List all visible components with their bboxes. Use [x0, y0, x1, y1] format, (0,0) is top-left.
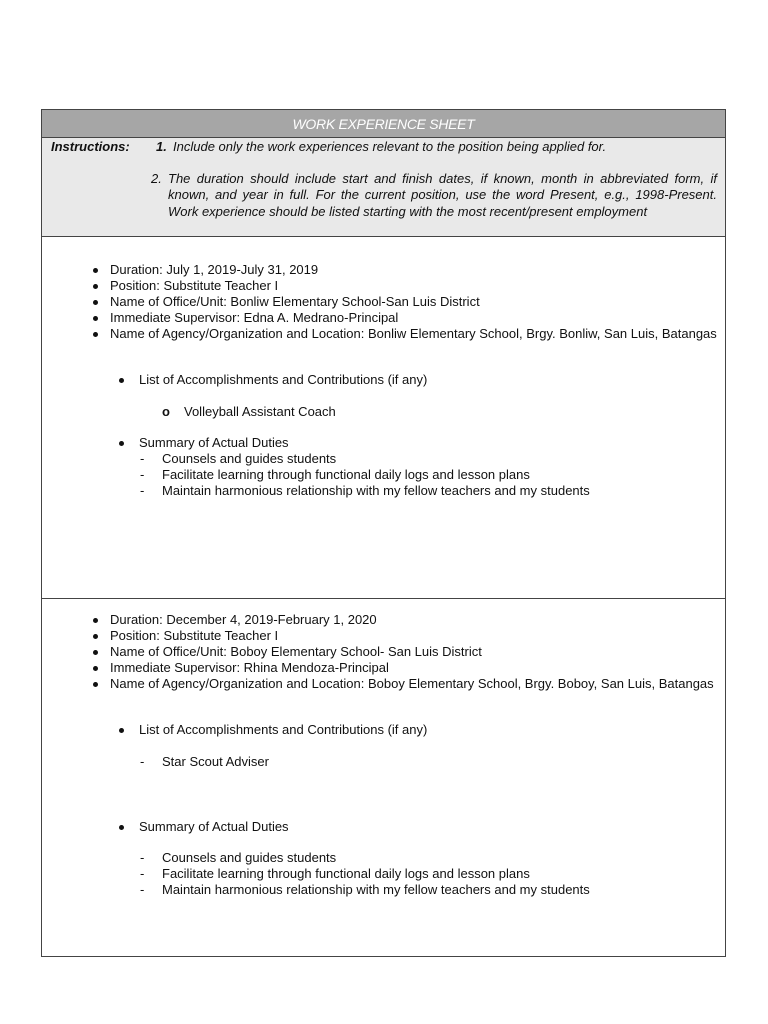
duty-item: - Maintain harmonious relationship with my fellow teachers and my students [139, 882, 590, 898]
accomplishment-text: Volleyball Assistant Coach [184, 404, 336, 419]
instruction-2-number: 2. [151, 171, 162, 186]
entry-details-list [89, 262, 718, 342]
duty-item: - Facilitate learning through functional daily logs and lesson plans [139, 467, 590, 483]
duties-heading: Summary of Actual Duties [117, 819, 289, 835]
work-experience-sheet [41, 109, 726, 957]
duty-item: - Facilitate learning through functional daily logs and lesson plans [139, 866, 590, 882]
duration-item: Duration: July 1, 2019-July 31, 2019 [89, 262, 718, 278]
duty-item: - Counsels and guides students [139, 451, 590, 467]
accomplishments-heading: List of Accomplishments and Contributions (if any) [117, 722, 427, 738]
accomplishments-list [139, 754, 269, 770]
supervisor-item: Immediate Supervisor: Rhina Mendoza-Principal [89, 660, 718, 676]
duty-item: - Counsels and guides students [139, 850, 590, 866]
office-unit-item: Name of Office/Unit: Bonliw Elementary School-San Luis District [89, 294, 718, 310]
instruction-1-number: 1. [156, 139, 167, 154]
entry-details-list [89, 612, 718, 692]
accomplishments-heading: List of Accomplishments and Contributions (if any) [117, 372, 427, 388]
instructions-section [42, 138, 725, 237]
work-entry-1 [42, 237, 725, 599]
agency-location-item: Name of Agency/Organization and Location: Boboy Elementary School, Brgy. Boboy, San Luis, Batangas [89, 676, 718, 692]
duty-item: - Maintain harmonious relationship with my fellow teachers and my students [139, 483, 590, 499]
circle-bullet-icon: o [162, 404, 170, 419]
position-item: Position: Substitute Teacher I [89, 278, 718, 294]
duties-list [139, 850, 590, 898]
duration-item: Duration: December 4, 2019-February 1, 2020 [89, 612, 718, 628]
accomplishments-heading-block [117, 722, 427, 738]
duties-heading-block [117, 819, 289, 835]
work-entry-2 [42, 599, 725, 958]
duties-list [139, 451, 590, 499]
sheet-title: WORK EXPERIENCE SHEET [42, 110, 725, 138]
instructions-label: Instructions: [51, 139, 130, 154]
duties-heading: Summary of Actual Duties [117, 435, 289, 451]
position-item: Position: Substitute Teacher I [89, 628, 718, 644]
agency-location-item: Name of Agency/Organization and Location: Bonliw Elementary School, Brgy. Bonliw, San Luis, Batangas [89, 326, 718, 342]
accomplishments-heading-block [117, 372, 427, 388]
instruction-2-text: The duration should include start and finish dates, if known, month in abbreviated form, if known, and year in full. For the current position, use the word Present, e.g., 1998-Present. Work experience should be listed starting with the most recent/present employment [168, 171, 717, 219]
accomplishment-item: - Star Scout Adviser [139, 754, 269, 770]
supervisor-item: Immediate Supervisor: Edna A. Medrano-Principal [89, 310, 718, 326]
instruction-1-text: Include only the work experiences relevant to the position being applied for. [173, 139, 607, 154]
office-unit-item: Name of Office/Unit: Boboy Elementary School- San Luis District [89, 644, 718, 660]
duties-heading-block [117, 435, 289, 451]
